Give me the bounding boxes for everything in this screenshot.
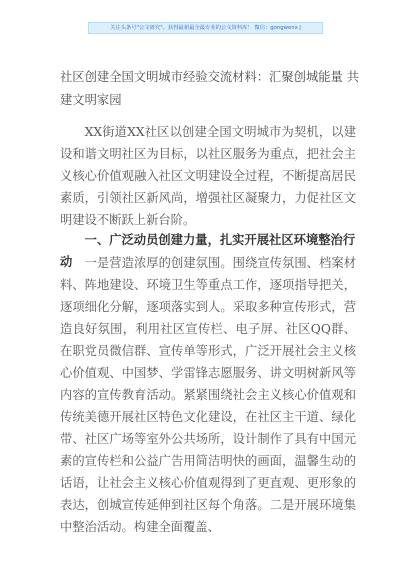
intro-paragraph: XX街道XX社区以创建全国文明城市为契机，以建设和谐文明社区为目标，以社区服务为重点，把社会主义核心价值观融入社区文明建设全过程，不断提高居民素质，引领社区新风尚，增强社区凝聚力，力促社区文明建设不断跃上新台阶。: [60, 125, 356, 227]
section-heading: 一、广泛动员创建力量，扎实开展社区环境整治行动: [60, 232, 356, 269]
header-banner: 关注头条号"公文研究"，获得最新最全最专业的公文资料库！ 微信：gongwenx j: [88, 22, 323, 34]
document-title: 社区创建全国文明城市经验交流材料：汇聚创城能量 共建文明家园: [60, 70, 360, 107]
section-body-paragraph: 一是营造浓厚的创建氛围。围绕宣传氛围、档案材料、阵地建设、环境卫生等重点工作，逐项指导把关，逐项细化分解，逐项落实到人。采取多种宣传形式，营造良好氛围，利用社区宣传栏、电子屏、社区QQ群、在职党员微信群、宣传单等形式，广泛开展社会主义核心价值观、中国梦、学雷锋志愿服务、讲文明树新风等内容的宣传教育活动。紧紧围绕社会主义核心价值观和传统美德开展社区特色文化建设，在社区主干道、绿化带、社区广场等室外公共场所，设计制作了具有中国元素的宣传栏和公益广告用简洁明快的画面，温馨生动的话语，让社会主义核心价值观得到了更直观、更形象的表达，创城宣传延伸到社区每个角落。二是开展环境集中整治活动。构建全面覆盖、: [60, 256, 356, 534]
